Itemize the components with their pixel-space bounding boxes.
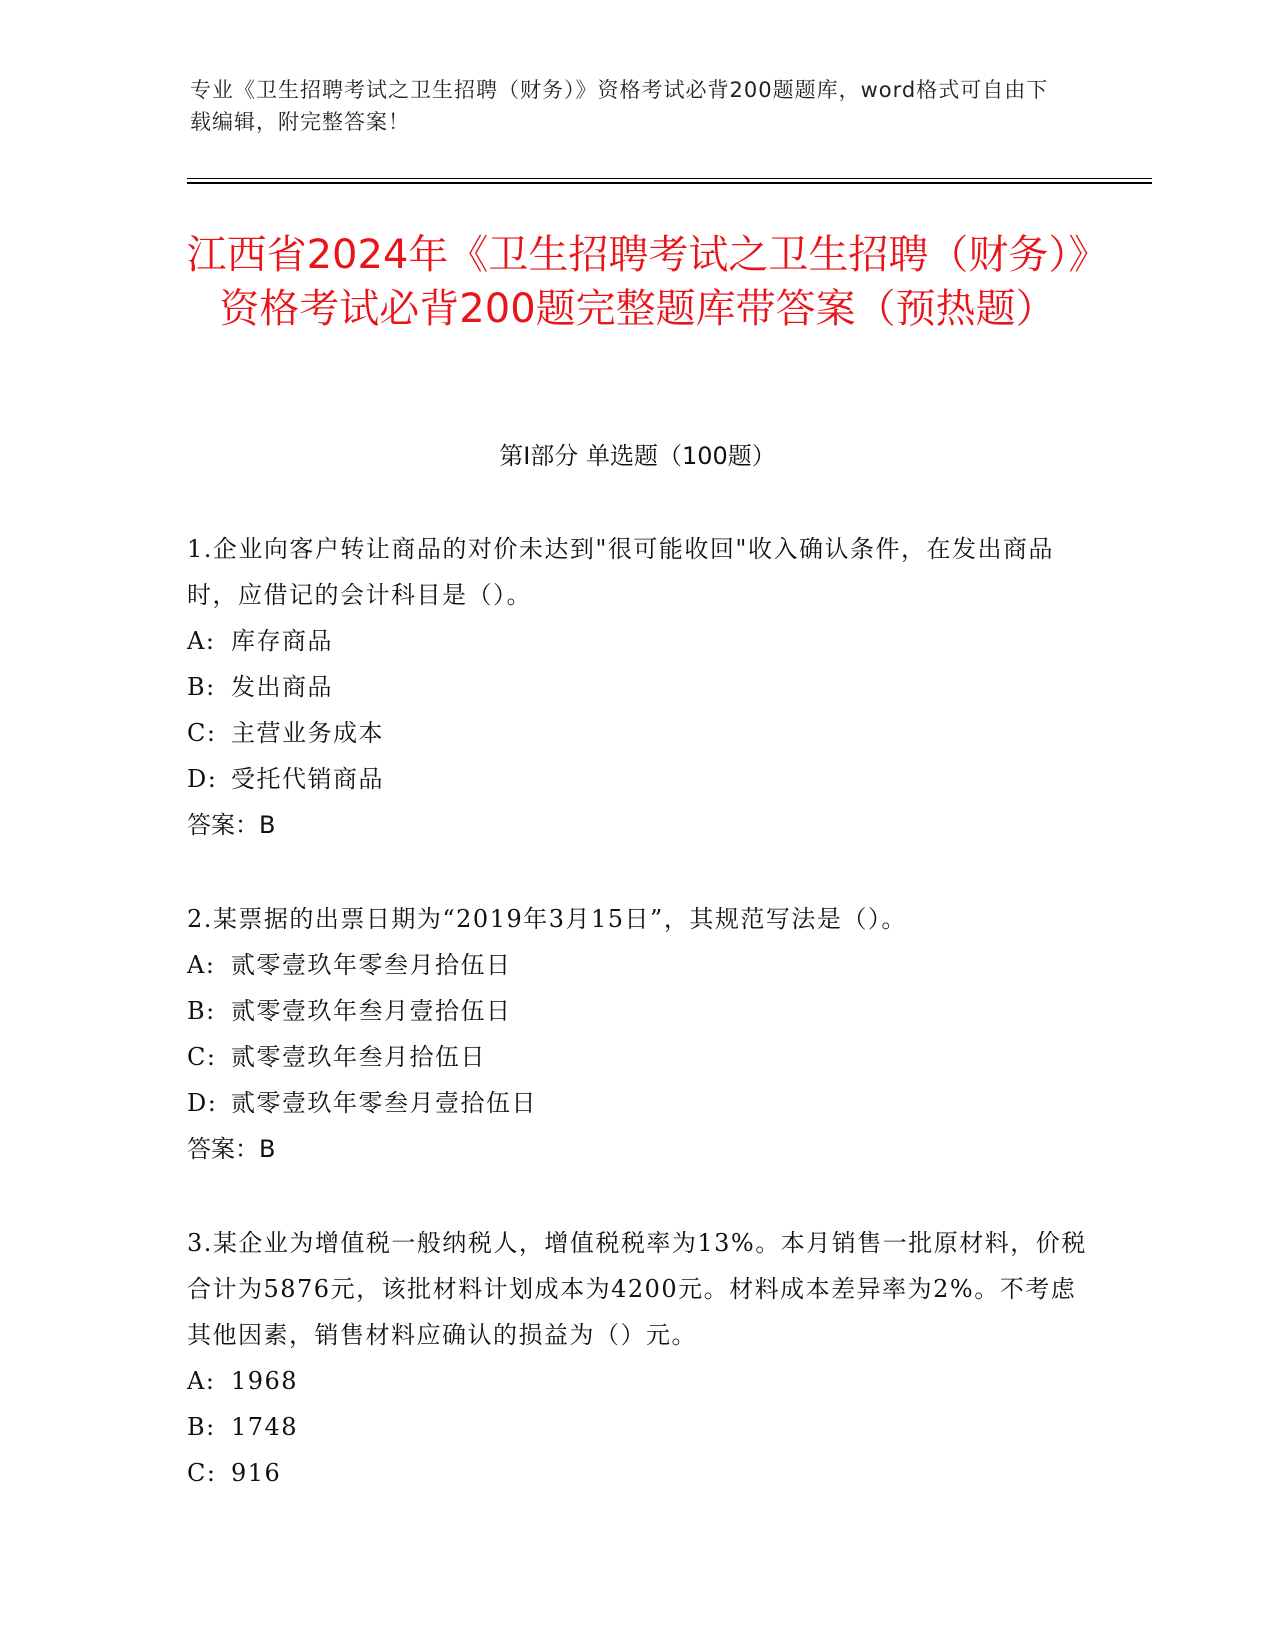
option-key: C:: [187, 1459, 217, 1487]
option-key: B:: [187, 1413, 216, 1441]
option-key: B:: [187, 997, 216, 1025]
question-3: [187, 1220, 1087, 1496]
option-a: [187, 618, 1087, 664]
option-key: C:: [187, 719, 217, 747]
header-note: 专业《卫生招聘考试之卫生招聘（财务）》资格考试必背200题题库，word格式可自由下载编辑，附完整答案！: [190, 78, 1049, 134]
option-text: 发出商品: [231, 673, 333, 701]
section-title: 第Ⅰ部分 单选题（100题）: [499, 442, 776, 470]
option-b: [187, 664, 1087, 710]
header-rule-thin: [187, 178, 1152, 179]
answer: 答案：B: [187, 811, 276, 839]
option-c: [187, 1034, 1087, 1080]
option-c: [187, 710, 1087, 756]
option-text: 1748: [231, 1413, 299, 1441]
option-d: [187, 1080, 1087, 1126]
question-list: [187, 526, 1087, 1544]
option-b: [187, 988, 1087, 1034]
option-text: 贰零壹玖年零叁月拾伍日: [231, 951, 512, 979]
option-text: 库存商品: [231, 627, 333, 655]
question-stem: 1.企业向客户转让商品的对价未达到"很可能收回"收入确认条件，在发出商品时，应借记的会计科目是（）。: [187, 535, 1054, 609]
option-text: 贰零壹玖年叁月拾伍日: [231, 1043, 486, 1071]
question-2: [187, 896, 1087, 1172]
option-key: A:: [187, 951, 216, 979]
option-key: D:: [187, 765, 218, 793]
option-text: 贰零壹玖年叁月壹拾伍日: [231, 997, 512, 1025]
option-key: D:: [187, 1089, 218, 1117]
header-rule-thick: [187, 182, 1152, 184]
option-key: A:: [187, 627, 216, 655]
option-a: [187, 1358, 1087, 1404]
document-title: 江西省2024年《卫生招聘考试之卫生招聘（财务）》资格考试必背200题完整题库带答案（预热题）: [186, 232, 1089, 332]
option-key: A:: [187, 1367, 216, 1395]
option-text: 主营业务成本: [231, 719, 384, 747]
option-key: B:: [187, 673, 216, 701]
option-b: [187, 1404, 1087, 1450]
option-text: 受托代销商品: [231, 765, 384, 793]
question-stem: 2.某票据的出票日期为“2019年3月15日”，其规范写法是（）。: [187, 905, 907, 933]
option-key: C:: [187, 1043, 217, 1071]
option-text: 916: [231, 1459, 282, 1487]
option-text: 1968: [231, 1367, 299, 1395]
question-stem: 3.某企业为增值税一般纳税人，增值税税率为13%。本月销售一批原材料，价税合计为5876元，该批材料计划成本为4200元。材料成本差异率为2%。不考虑其他因素，销售材料应确认的损益为（）元。: [187, 1229, 1087, 1349]
option-d: [187, 756, 1087, 802]
option-text: 贰零壹玖年零叁月壹拾伍日: [231, 1089, 537, 1117]
option-a: [187, 942, 1087, 988]
question-1: [187, 526, 1087, 848]
answer: 答案：B: [187, 1135, 276, 1163]
option-c: [187, 1450, 1087, 1496]
